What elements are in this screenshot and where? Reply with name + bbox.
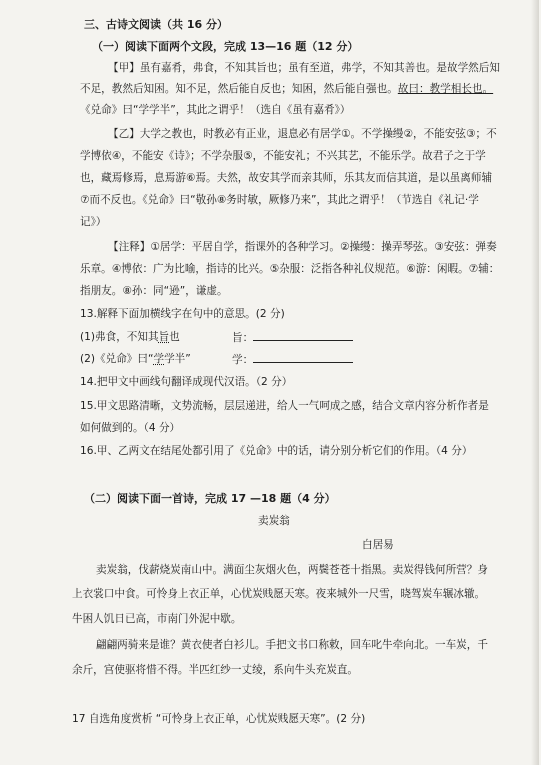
q13-item-2	[80, 352, 191, 366]
q15-line-2: 如何做到的。（4 分）	[80, 422, 181, 434]
q15-line-1: 15.甲文思路清晰，文势流畅，层层递进，给人一气呵成之感，结合文章内容分析作者是	[80, 400, 489, 412]
q13-stem: 13.解释下面加横线字在句中的意思。(2 分)	[80, 308, 285, 320]
jia-line-3: 《兑命》曰“学学半”，其此之谓乎！（选自《虽有嘉肴》）	[80, 104, 351, 116]
q13-answer-1-char: 旨：	[232, 332, 254, 344]
q14: 14.把甲文中画线句翻译成现代汉语。（2 分）	[80, 376, 293, 388]
yi-line-4: ⑦而不反也。《兑命》曰“敬孙⑧务时敏，厥修乃来”，其此之谓乎！（节选自《礼记·学	[80, 194, 479, 206]
yi-line-5: 记》）	[80, 216, 107, 228]
q13-answer-1	[232, 330, 353, 345]
jia-line-2	[80, 82, 493, 96]
page-edge-shadow	[531, 0, 539, 765]
q13-item-2-num: (2)	[80, 353, 96, 365]
q13-item-2-post: 学半”	[164, 353, 191, 365]
answer-blank[interactable]	[253, 352, 353, 363]
part1-heading: （一）阅读下面两个文段，完成 13—16 题（12 分）	[92, 40, 359, 53]
poem-line-2: 上衣裳口中食。可怜身上衣正单，心忧炭贱愿天寒。夜来城外一尺雪，晓驾炭车辗冰辙。	[72, 588, 486, 600]
poem-author: 白居易	[362, 539, 394, 551]
answer-blank[interactable]	[253, 330, 353, 341]
q17: 17 自选角度赏析 “可怜身上衣正单，心忧炭贱愿天寒”。(2 分)	[72, 713, 366, 725]
section-title: 三、古诗文阅读（共 16 分）	[84, 18, 228, 31]
yi-line-2: 学博依④，不能安《诗》；不学杂服⑤，不能安礼；不兴其艺，不能乐学。故君子之于学	[80, 150, 486, 162]
jia-line-1: 【甲】虽有嘉肴，弗食，不知其旨也；虽有至道，弗学，不知其善也。是故学然后知	[108, 62, 500, 74]
q13-item-1-pre: 弗食，不知其	[95, 331, 159, 343]
q13-answer-2	[232, 352, 353, 367]
jia-line-2-text: 不足，教然后知困。知不足，然后能自反也；知困，然后能自强也。	[80, 83, 398, 95]
q13-item-1-post: 也	[169, 331, 180, 343]
jia-underlined-sentence: 故曰：教学相长也。	[397, 83, 494, 95]
q13-answer-2-char: 学：	[232, 354, 254, 366]
poem-line-5: 余斤，宫使驱将惜不得。半匹红纱一丈绫，系向牛头充炭直。	[72, 664, 359, 676]
poem-title: 卖炭翁	[258, 515, 290, 527]
q13-item-2-pre: 《兑命》曰“	[95, 353, 154, 365]
yi-line-3: 也，藏焉修焉，息焉游⑥焉。夫然，故安其学而亲其师，乐其友而信其道，是以虽离师辅	[80, 172, 493, 184]
q13-item-1-mark: 旨	[158, 331, 170, 343]
poem-line-3: 牛困人饥日已高，市南门外泥中歇。	[72, 613, 242, 625]
q13-item-2-mark: 学	[153, 353, 165, 365]
part2-heading: （二）阅读下面一首诗，完成 17 —18 题（4 分）	[84, 492, 336, 505]
q13-item-1	[80, 330, 180, 344]
poem-line-1: 卖炭翁，伐薪烧炭南山中。满面尘灰烟火色，两鬓苍苍十指黑。卖炭得钱何所营？身	[96, 564, 488, 576]
poem-line-4: 翩翩两骑来是谁？黄衣使者白衫儿。手把文书口称敕，回车叱牛牵向北。一车炭，千	[96, 639, 488, 651]
notes-line-1: 【注释】①居学：平居自学，指课外的各种学习。②操缦：操弄琴弦。③安弦：弹奏	[108, 241, 497, 253]
q16: 16.甲、乙两文在结尾处都引用了《兑命》中的话，请分别分析它们的作用。（4 分）	[80, 445, 473, 457]
notes-line-2: 乐章。④博依：广为比喻，指诗的比兴。⑤杂服：泛指各种礼仪规范。⑥游：闲暇。⑦辅：	[80, 263, 500, 275]
notes-line-3: 指朋友。⑧孙：同“逊”，谦虚。	[80, 285, 228, 297]
q13-item-1-num: (1)	[80, 331, 96, 343]
yi-line-1: 【乙】大学之教也，时教必有正业，退息必有居学①。不学操缦②，不能安弦③；不	[108, 128, 497, 140]
